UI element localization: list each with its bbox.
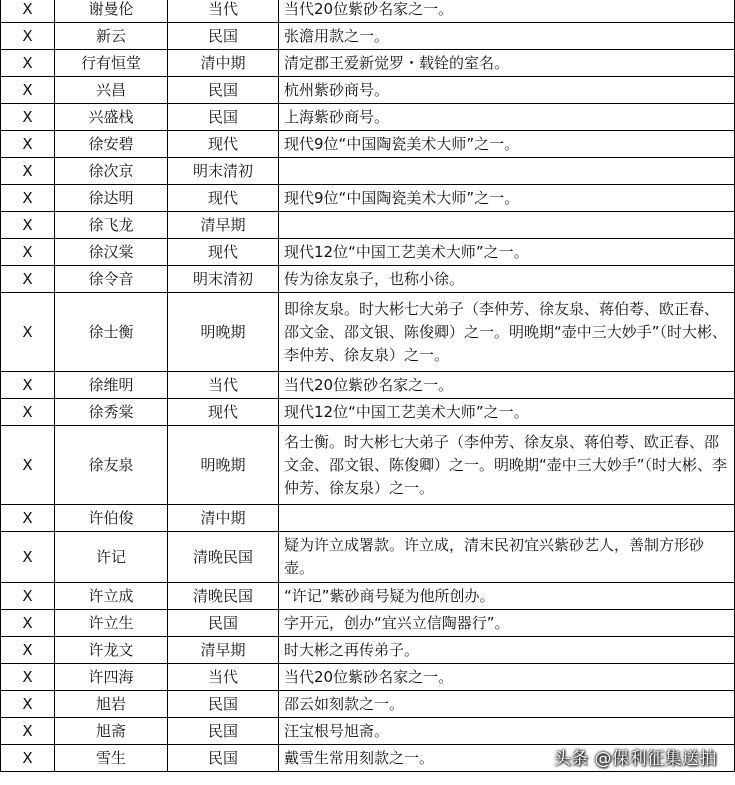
letter-cell: X (1, 745, 55, 772)
note-cell: 清定郡王爱新觉罗・载铨的室名。 (279, 50, 735, 77)
period-cell: 明末清初 (168, 158, 279, 185)
period-cell: 现代 (168, 185, 279, 212)
letter-cell: X (1, 610, 55, 637)
table-row (1, 239, 735, 266)
note-cell: 传为徐友泉子，也称小徐。 (279, 266, 735, 293)
letter-cell: X (1, 185, 55, 212)
table-row (1, 293, 735, 372)
period-cell: 清晚民国 (168, 532, 279, 583)
note-cell: 张澹用款之一。 (279, 23, 735, 50)
name-cell: 行有恒堂 (55, 50, 168, 77)
name-cell: 许龙文 (55, 637, 168, 664)
note-cell: 上海紫砂商号。 (279, 104, 735, 131)
name-cell: 徐友泉 (55, 426, 168, 505)
table-row (1, 664, 735, 691)
period-cell: 明末清初 (168, 266, 279, 293)
name-cell: 徐飞龙 (55, 212, 168, 239)
period-cell: 清中期 (168, 505, 279, 532)
table-row (1, 718, 735, 745)
note-cell: 字开元，创办“宜兴立信陶器行”。 (279, 610, 735, 637)
name-cell: 徐汉棠 (55, 239, 168, 266)
table-row (1, 399, 735, 426)
note-cell: 时大彬之再传弟子。 (279, 637, 735, 664)
table-row (1, 77, 735, 104)
table-row (1, 50, 735, 77)
table-row (1, 104, 735, 131)
period-cell: 清中期 (168, 50, 279, 77)
period-cell: 清早期 (168, 212, 279, 239)
note-cell (279, 158, 735, 185)
table-row (1, 372, 735, 399)
note-cell: 戴雪生常用刻款之一。 (279, 745, 735, 772)
note-cell (279, 505, 735, 532)
name-cell: 许四海 (55, 664, 168, 691)
note-cell (279, 212, 735, 239)
letter-cell: X (1, 664, 55, 691)
name-cell: 许记 (55, 532, 168, 583)
letter-cell: X (1, 293, 55, 372)
table-row (1, 131, 735, 158)
letter-cell: X (1, 23, 55, 50)
period-cell: 现代 (168, 131, 279, 158)
note-cell: 即徐友泉。时大彬七大弟子（李仲芳、徐友泉、蒋伯荂、欧正春、邵文金、邵文银、陈俊卿）之一。明晚期“壶中三大妙手”（时大彬、李仲芳、徐友泉）之一。 (279, 293, 735, 372)
name-cell: 谢曼伦 (55, 0, 168, 23)
letter-cell: X (1, 212, 55, 239)
note-cell: 现代9位“中国陶瓷美术大师”之一。 (279, 131, 735, 158)
letter-cell: X (1, 583, 55, 610)
name-cell: 新云 (55, 23, 168, 50)
watermark-text: 头条 @保利征集送拍 (553, 749, 717, 769)
period-cell: 民国 (168, 718, 279, 745)
name-cell: 许立生 (55, 610, 168, 637)
letter-cell: X (1, 505, 55, 532)
period-cell: 当代 (168, 372, 279, 399)
name-cell: 旭斋 (55, 718, 168, 745)
period-cell: 当代 (168, 0, 279, 23)
table-row (1, 158, 735, 185)
letter-cell: X (1, 426, 55, 505)
table-row (1, 610, 735, 637)
name-cell: 徐维明 (55, 372, 168, 399)
period-cell: 民国 (168, 104, 279, 131)
letter-cell: X (1, 637, 55, 664)
note-cell: 杭州紫砂商号。 (279, 77, 735, 104)
period-cell: 民国 (168, 610, 279, 637)
period-cell: 现代 (168, 399, 279, 426)
table-row (1, 505, 735, 532)
period-cell: 民国 (168, 23, 279, 50)
period-cell: 清晚民国 (168, 583, 279, 610)
note-cell: 疑为许立成署款。许立成，清末民初宜兴紫砂艺人，善制方形砂壶。 (279, 532, 735, 583)
note-cell: 当代20位紫砂名家之一。 (279, 664, 735, 691)
letter-cell: X (1, 50, 55, 77)
note-cell: 当代20位紫砂名家之一。 (279, 372, 735, 399)
table-row (1, 583, 735, 610)
name-cell: 徐次京 (55, 158, 168, 185)
letter-cell: X (1, 131, 55, 158)
letter-cell: X (1, 104, 55, 131)
letter-cell: X (1, 239, 55, 266)
table-row (1, 23, 735, 50)
note-cell: 汪宝根号旭斋。 (279, 718, 735, 745)
name-cell: 徐令音 (55, 266, 168, 293)
note-cell: 现代9位“中国陶瓷美术大师”之一。 (279, 185, 735, 212)
table-row (1, 0, 735, 23)
period-cell: 清早期 (168, 637, 279, 664)
period-cell: 民国 (168, 745, 279, 772)
table-row (1, 212, 735, 239)
letter-cell: X (1, 0, 55, 23)
letter-cell: X (1, 691, 55, 718)
name-cell: 旭岩 (55, 691, 168, 718)
name-cell: 徐秀棠 (55, 399, 168, 426)
table-row (1, 426, 735, 505)
name-cell: 徐安碧 (55, 131, 168, 158)
letter-cell: X (1, 399, 55, 426)
name-cell: 许伯俊 (55, 505, 168, 532)
period-cell: 明晚期 (168, 426, 279, 505)
period-cell: 明晚期 (168, 293, 279, 372)
table-row (1, 266, 735, 293)
period-cell: 现代 (168, 239, 279, 266)
period-cell: 民国 (168, 77, 279, 104)
period-cell: 民国 (168, 691, 279, 718)
table-row (1, 185, 735, 212)
name-cell: 兴盛栈 (55, 104, 168, 131)
note-cell: 现代12位“中国工艺美术大师”之一。 (279, 239, 735, 266)
letter-cell: X (1, 266, 55, 293)
letter-cell: X (1, 718, 55, 745)
letter-cell: X (1, 372, 55, 399)
name-cell: 徐士衡 (55, 293, 168, 372)
note-cell: 邵云如刻款之一。 (279, 691, 735, 718)
table-row (1, 691, 735, 718)
name-cell: 雪生 (55, 745, 168, 772)
table-row (1, 532, 735, 583)
letter-cell: X (1, 532, 55, 583)
letter-cell: X (1, 158, 55, 185)
table-row (1, 637, 735, 664)
table-body (1, 0, 735, 772)
note-cell: 现代12位“中国工艺美术大师”之一。 (279, 399, 735, 426)
name-cell: 许立成 (55, 583, 168, 610)
note-cell: 名士衡。时大彬七大弟子（李仲芳、徐友泉、蒋伯荂、欧正春、邵文金、邵文银、陈俊卿）之一。明晚期“壶中三大妙手”（时大彬、李仲芳、徐友泉）之一。 (279, 426, 735, 505)
period-cell: 当代 (168, 664, 279, 691)
letter-cell: X (1, 77, 55, 104)
name-cell: 兴昌 (55, 77, 168, 104)
note-cell: 当代20位紫砂名家之一。 (279, 0, 735, 23)
note-cell: “许记”紫砂商号疑为他所创办。 (279, 583, 735, 610)
name-cell: 徐达明 (55, 185, 168, 212)
